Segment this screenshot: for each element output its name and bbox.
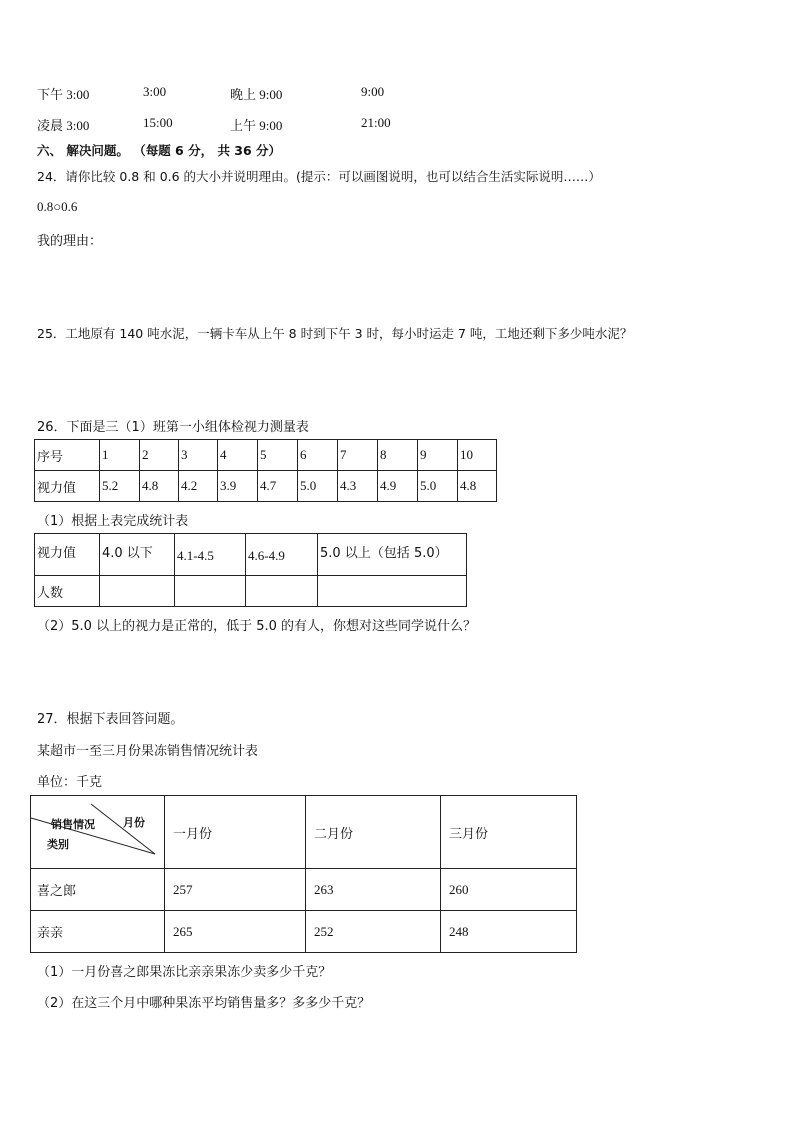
diagonal-lines — [31, 796, 165, 869]
question-26: 26．下面是三（1）班第一小组体检视力测量表 — [37, 420, 309, 435]
time-text: 晚上 9:00 — [230, 87, 283, 102]
sub-question: （1）根据上表完成统计表 — [37, 514, 189, 529]
table-cell — [318, 576, 467, 607]
question-25: 25．工地原有 140 吨水泥，一辆卡车从上午 8 时到下午 3 时，每小时运走 7 吨，工地还剩下多少吨水泥？ — [37, 326, 633, 341]
sub-question: （2）在这三个月中哪种果冻平均销售量多？多多少千克？ — [37, 996, 371, 1011]
table-cell: 序号 — [35, 440, 100, 471]
table-cell: 257 — [165, 869, 306, 911]
table-cell: 263 — [306, 869, 441, 911]
table-row — [35, 440, 497, 471]
table-cell: 5.0 — [298, 471, 338, 502]
table-cell: 4 — [218, 440, 258, 471]
table-title: 某超市一至三月份果冻销售情况统计表 — [37, 744, 259, 759]
compare-expression: 0.8○0.6 — [37, 199, 78, 214]
time-text: 凌晨 3:00 — [37, 118, 90, 133]
row-header: 亲亲 — [31, 911, 165, 953]
column-header: 二月份 — [306, 796, 441, 869]
table-cell: 10 — [458, 440, 497, 471]
table-cell: 2 — [140, 440, 179, 471]
stats-table — [34, 533, 467, 607]
table-row — [35, 471, 497, 502]
table-cell: 7 — [338, 440, 378, 471]
table-cell: 人数 — [35, 576, 100, 607]
table-cell — [246, 576, 318, 607]
header-sales-label: 销售情况 — [51, 818, 95, 831]
table-cell: 6 — [298, 440, 338, 471]
unit-label: 单位：千克 — [37, 775, 103, 790]
column-header: 一月份 — [165, 796, 306, 869]
table-cell: 视力值 — [35, 534, 100, 576]
table-cell: 260 — [441, 869, 577, 911]
header-month-label: 月份 — [123, 816, 145, 829]
table-cell: 3 — [179, 440, 218, 471]
table-row — [31, 796, 577, 869]
table-row — [35, 534, 467, 576]
table-cell: 5 — [258, 440, 298, 471]
time-text: 9:00 — [361, 84, 385, 99]
table-row — [31, 869, 577, 911]
reason-label: 我的理由： — [37, 234, 103, 249]
table-cell: 4.8 — [458, 471, 497, 502]
table-cell: 265 — [165, 911, 306, 953]
time-text: 下午 3:00 — [37, 87, 90, 102]
sales-table — [30, 795, 577, 953]
question-24: 24．请你比较 0.8 和 0.6 的大小并说明理由。(提示：可以画图说明，也可以结合生活实际说明……） — [37, 169, 601, 184]
time-text: 上午 9:00 — [230, 118, 283, 133]
table-cell: 4.1-4.5 — [175, 534, 246, 576]
header-category-label: 类别 — [47, 838, 69, 851]
table-cell: 5.0 以上（包括 5.0） — [318, 534, 467, 576]
table-cell — [100, 576, 175, 607]
sub-question: （2）5.0 以上的视力是正常的，低于 5.0 的有人，你想对这些同学说什么？ — [37, 619, 477, 634]
table-cell: 3.9 — [218, 471, 258, 502]
question-27: 27．根据下表回答问题。 — [37, 712, 184, 727]
table-row — [35, 576, 467, 607]
table-cell: 4.3 — [338, 471, 378, 502]
table-cell: 视力值 — [35, 471, 100, 502]
table-cell: 4.8 — [140, 471, 179, 502]
table-cell: 8 — [378, 440, 418, 471]
table-row — [31, 911, 577, 953]
time-text: 21:00 — [361, 115, 391, 130]
table-cell: 5.2 — [100, 471, 140, 502]
table-cell: 4.7 — [258, 471, 298, 502]
row-header: 喜之郎 — [31, 869, 165, 911]
table-cell: 9 — [418, 440, 458, 471]
sub-question: （1）一月份喜之郎果冻比亲亲果冻少卖多少千克？ — [37, 965, 332, 980]
table-cell: 5.0 — [418, 471, 458, 502]
table-cell: 248 — [441, 911, 577, 953]
table-cell: 4.2 — [179, 471, 218, 502]
table-cell: 4.6-4.9 — [246, 534, 318, 576]
table-cell: 4.9 — [378, 471, 418, 502]
table-cell: 4.0 以下 — [100, 534, 175, 576]
table-cell: 252 — [306, 911, 441, 953]
time-text: 3:00 — [143, 84, 167, 99]
table-cell — [175, 576, 246, 607]
diagonal-header-cell — [31, 796, 165, 869]
table-cell: 1 — [100, 440, 140, 471]
column-header: 三月份 — [441, 796, 577, 869]
section-heading: 六、 解决问题。 （每题 6 分， 共 36 分） — [37, 143, 282, 158]
time-text: 15:00 — [143, 115, 173, 130]
vision-table — [34, 439, 497, 502]
